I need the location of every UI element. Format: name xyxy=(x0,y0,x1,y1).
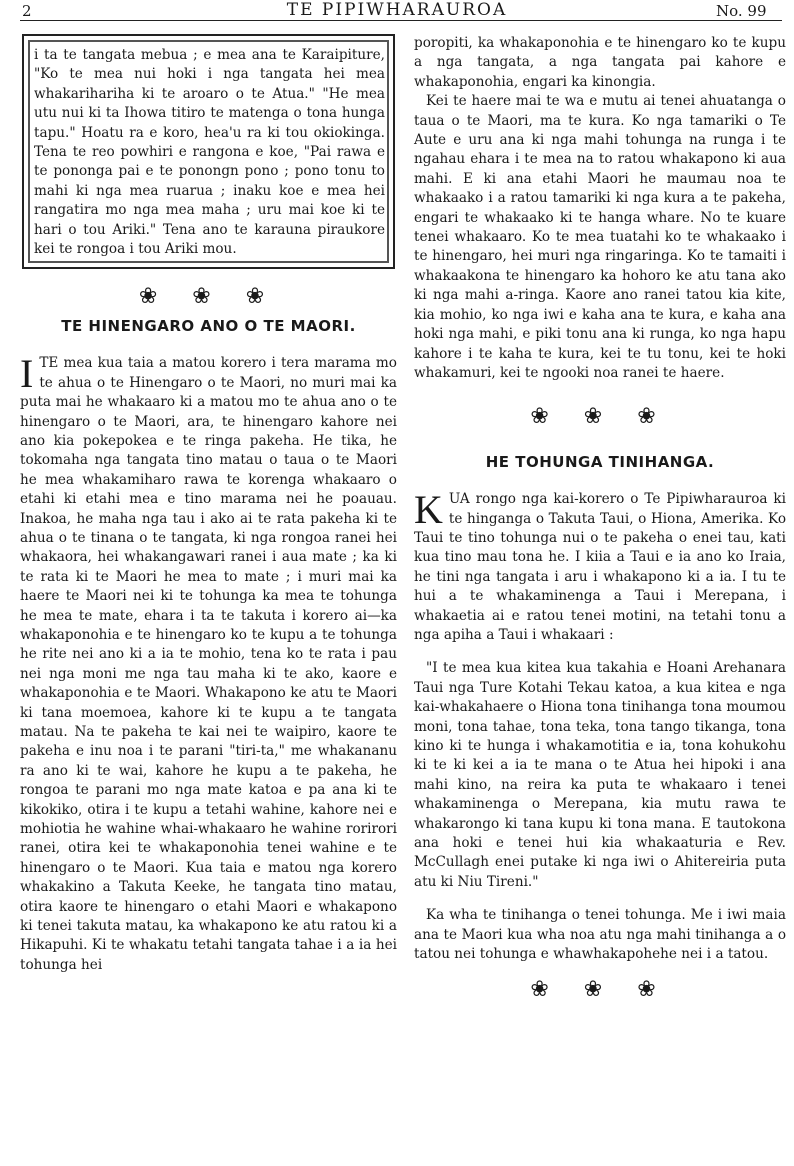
page-number: 2 xyxy=(22,2,32,20)
ornament-divider: ❀ ❀ ❀ xyxy=(138,284,279,310)
right-column xyxy=(414,34,786,1010)
article-text: TE mea kua taia a matou korero i tera marama mo te ahua o te Hinengaro o te Maori, no muri mai ka puta mai he whakaaro ki a matou mo te ahua ano o te hinengaro o te Maori, ara, te hinengaro kahore nei ano kia pokepokea e te ringa pakeha. He tika, he tokomaha nga tangata tino matau o taua o te Maori he mea whakamiharo rawa te korenga whakaaro o etahi ki etahi mea e tino marama nei he poauau. Inakoa, he maha nga tau i ako ai te rata pakeha ki te ahua o te tinana o te tangata, ki nga rongoa ranei hei whakaora, hei whakangawari ranei i aua mate ; ka ki te rata ki te Maori he mea to mate ; i muri mai ka haere te Maori nei ki te tohunga ka mea te tohunga he mea te mate, ehara i ta te takuta i korero ai—ka whakaponohia e te hinengaro ko te kupu a te tohunga he rite nei ano ki a ia te mohio, tena ko te rata i pau nei nga moni me nga tau maha ki te ako, kaore e whakaponohia e te Maori. Whakapono ke atu te Maori ki tana moemoea, kahore ki te kupu a te tangata matau. Na te pakeha te kai nei te waipiro, kaore te pakeha e inu noa i te parani "tiri-ta," me whakananu ra ano ki te wai, kahore he kupu a te pakeha, he rongoa te parani mo nga mate katoa e pa ana ki te kikokiko, otira i te kupu a tetahi wahine, kahore nei e mohiotia he wahine whai-whakaaro he wahine rorirori ranei, otira kei te whakaponohia tenei wahine e te hinengaro o te Maori. Kua taia e matou nga korero whakakino a Takuta Keeke, he tangata tino matau, otira kaore te hinengaro o etahi Maori e whakapono ki tenei takuta matau, ka whakapono ke atu ratou ki a Hikapuhi. Ki te whakatu tetahi tangata tahae i a ia hei tohunga hei xyxy=(20,355,397,973)
boxed-text: i ta te tangata mebua ; e mea ana te Karaipiture, "Ko te mea nui hoki i nga tangata hei mea whakarihariha ki te aroaro o te Atua." "He mea utu nui ki ta Ihowa titiro te matenga o tona hunga tapu." Hoatu ra e koro, hea'u ra ki tou okiokinga. Tena te reo powhiri e rangona e koe, "Pai rawa e te pononga pai e te ponongn pono ; pono tonu to mahi ki nga mea ruarua ; inaku koe e mea hei rangatira mo nga mea maha ; uru mai koe ki te hari o tou Ariki." Tena ano te karauna piraukore kei te rongoa i tou Ariki mou. xyxy=(34,47,385,258)
paragraph: poropiti, ka whakaponohia e te hinengaro ko te kupu a nga tangata, a nga tangata pai kahore e whakaponohia, engari ka kinongia. xyxy=(414,35,786,90)
article-body-tinihanga xyxy=(414,487,786,645)
left-column xyxy=(20,30,397,975)
paragraph: Kei te haere mai te wa e mutu ai tenei ahuatanga o taua o te Maori, ma te kura. Ko nga tamariki o Te Aute e uru ana ki nga mahi tohunga na runga i te ngahau ehara i te mea na to ratou whakapono ki aua mahi. E ki ana etahi Maori he maumau noa te whakaako i a ratou tamariki ki nga kura a te pakeha, engari te whakaako ki te hanga whare. No te kuare tenei whakaaro. Ko te mea tuatahi ko te whakaako i te hinengaro, hei muri nga ringaringa. Ko te tamaiti i whakaakona te hinengaro ka hohoro ke atu tana ako ki nga mahi a-ringa. Kaore ano ranei tatou kia kite, kia mohio, ko nga iwi e kaha ana te kura, e kaha ana hoki nga mahi, e piki tonu ana ki runga, ko nga hapu kahore i te kaha te kura, kei te tu tonu, kei te hoki whakamuri, kei te ngooki noa ranei te haere. xyxy=(414,93,786,381)
quote-text: "I te mea kua kitea kua takahia e Hoani Arehanara Taui nga Ture Kotahi Tekau katoa, a kua kitea e nga kai-whakahaere o Hiona tona tinihanga tona moumou moni, tona tahae, tona teka, tona tango tikanga, tona kino ki te hunga i whakamotitia e ia, tona kohukohu ki te ki kei a ia te mana o te Atua hei hipoki i ana mahi kino, na reira ka puta te whakaaro i tenei whakaminenga o Merepana, kia mutu rawa te whakarongo ki tana kupu ki tona mana. E tautokona ana hoki e tenei hui kia whakaaturia e Rev. McCullagh enei putake ki nga iwi o Ahitereiria puta atu ki Niu Tireni." xyxy=(414,660,786,890)
journal-title: TE PIPIWHARAUROA xyxy=(286,0,508,20)
header-rule xyxy=(20,20,782,21)
boxed-continuation xyxy=(22,34,395,269)
article-text: UA rongo nga kai-korero o Te Pipiwharauroa ki te hinganga o Takuta Taui, o Hiona, Amerika. Ko Taui te tino tohunga nui o te pakeha o enei tau, kati kua tino mau tona he. I kiia a Taui e ia ano ko Iraia, he tini nga tangata i aru i whakapono ki a ia. I tu te hui a te whakaminenga a Taui i Merepana, i whakaetia ai e ratou tenei motini, na tetahi tonu a nga apiha a Taui i whakaari : xyxy=(414,491,786,643)
article-heading-hinengaro: TE HINENGARO ANO O TE MAORI. xyxy=(61,316,356,335)
article-heading-tinihanga: HE TOHUNGA TINIHANGA. xyxy=(485,452,715,471)
ornament-divider-bottom: ❀ ❀ ❀ xyxy=(530,977,670,1003)
issue-number: No. 99 xyxy=(716,2,767,20)
drop-cap: K xyxy=(414,487,443,533)
closing-paragraph: Ka wha te tinihanga o tenei tohunga. Me i iwi maia ana te Maori kua wha noa atu nga mahi tinihanga a o tatou nei tohunga e whawhakapohehe nei i a tatou. xyxy=(414,907,786,963)
drop-cap: I xyxy=(20,351,34,397)
article-body-hinengaro xyxy=(20,351,397,975)
quoted-motion xyxy=(414,659,786,892)
ornament-divider: ❀ ❀ ❀ xyxy=(530,404,670,430)
page-header xyxy=(0,0,794,22)
